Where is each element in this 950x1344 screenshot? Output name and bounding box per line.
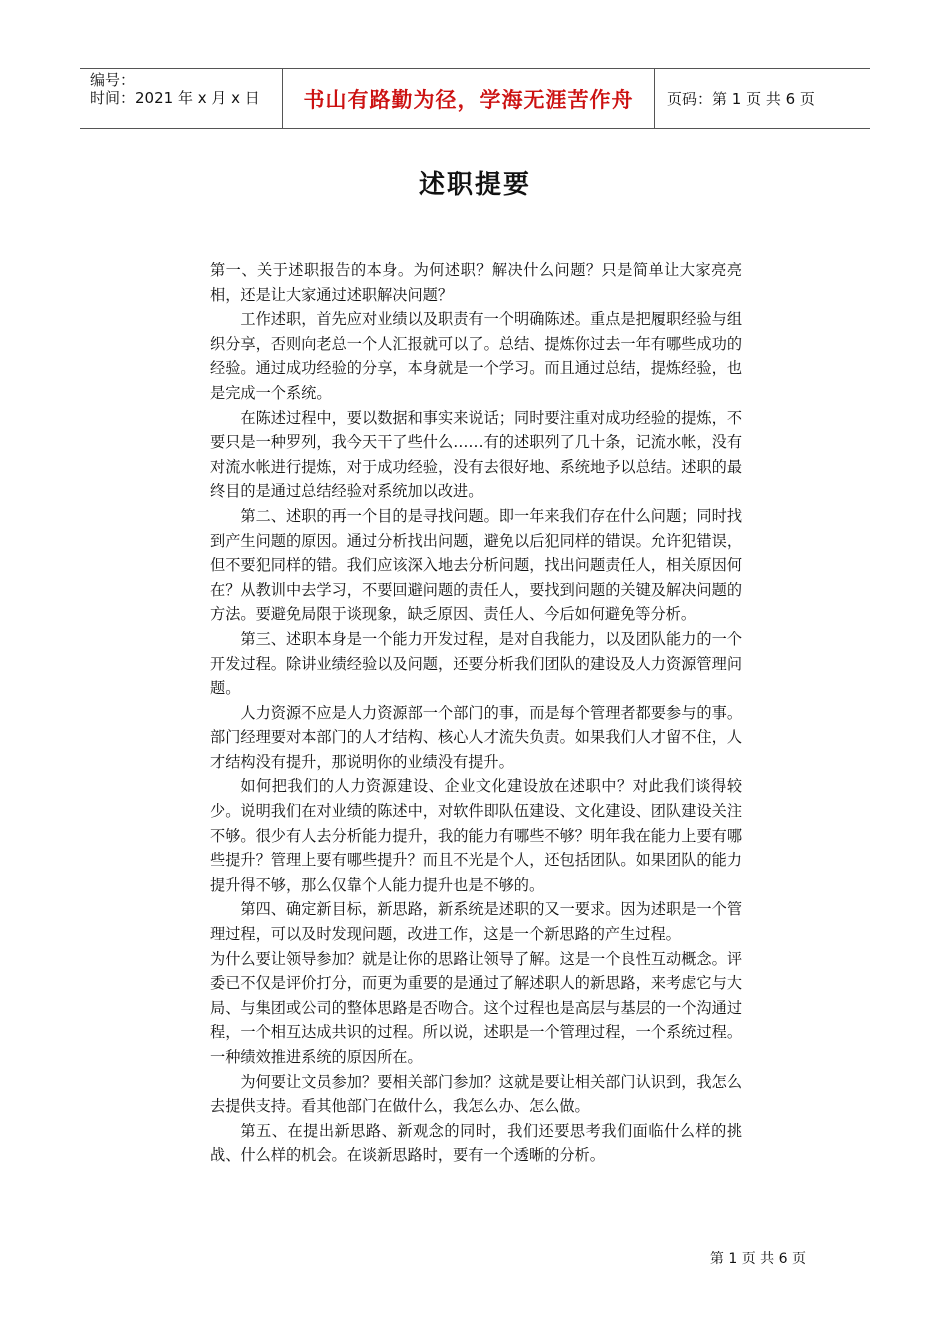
paragraph: 为什么要让领导参加？就是让你的思路让领导了解。这是一个良性互动概念。评委已不仅是评价打分，而更为重要的是通过了解述职人的新思路，来考虑它与大局、与集团或公司的整体思路是否吻合。这个过程也是高层与基层的一个沟通过程，一个相互达成共识的过程。所以说，述职是一个管理过程，一个系统过程。一种绩效推进系统的原因所在。 bbox=[210, 949, 742, 1066]
document-body bbox=[210, 258, 742, 1168]
motto-text: 书山有路勤为径，学海无涯苦作舟 bbox=[303, 87, 634, 112]
paragraph: 人力资源不应是人力资源部一个部门的事，而是每个管理者都要参与的事。部门经理要对本部门的人才结构、核心人才流失负责。如果我们人才留不住，人才结构没有提升，那说明你的业绩没有提升。 bbox=[210, 703, 742, 771]
header-page-cell bbox=[655, 69, 870, 128]
paragraph: 第二、述职的再一个目的是寻找问题。即一年来我们存在什么问题；同时找到产生问题的原因。通过分析找出问题，避免以后犯同样的错误。允许犯错误，但不要犯同样的错。我们应该深入地去分析问题，找出问题责任人，相关原因何在？从教训中去学习，不要回避问题的责任人，要找到问题的关键及解决问题的方法。要避免局限于谈现象，缺乏原因、责任人、今后如何避免等分析。 bbox=[210, 506, 742, 624]
header-motto-cell bbox=[282, 69, 655, 128]
header-page-info: 页码：第 1 页 共 6 页 bbox=[667, 90, 815, 108]
header-meta bbox=[80, 69, 282, 128]
paragraph: 如何把我们的人力资源建设、企业文化建设放在述职中？对此我们谈得较少。说明我们在对业绩的陈述中，对软件即队伍建设、文化建设、团队建设关注不够。很少有人去分析能力提升，我的能力有哪些不够？明年我在能力上要有哪些提升？管理上要有哪些提升？而且不光是个人，还包括团队。如果团队的能力提升得不够，那么仅靠个人能力提升也是不够的。 bbox=[210, 777, 742, 894]
paragraph: 在陈述过程中，要以数据和事实来说话；同时要注重对成功经验的提炼，不要只是一种罗列，我今天干了些什么……有的述职列了几十条，记流水帐，没有对流水帐进行提炼，对于成功经验，没有去很好地、系统地予以总结。述职的最终目的是通过总结经验对系统加以改进。 bbox=[210, 408, 742, 501]
page-footer: 第 1 页 共 6 页 bbox=[709, 1251, 806, 1267]
paragraph: 第一、关于述职报告的本身。为何述职？解决什么问题？只是简单让大家亮亮相，还是让大家通过述职解决问题？ bbox=[210, 261, 742, 304]
paragraph: 第四、确定新目标，新思路，新系统是述职的又一要求。因为述职是一个管理过程，可以及时发现问题，改进工作，这是一个新思路的产生过程。 bbox=[210, 900, 742, 944]
paragraph: 工作述职，首先应对业绩以及职责有一个明确陈述。重点是把履职经验与组织分享，否则向老总一个人汇报就可以了。总结、提炼你过去一年有哪些成功的经验。通过成功经验的分享，本身就是一个学习。而且通过总结，提炼经验，也是完成一个系统。 bbox=[210, 310, 742, 402]
number-label: 编号： bbox=[90, 71, 136, 89]
time-label: 时间：2021 年 x 月 x 日 bbox=[90, 89, 260, 107]
paragraph: 为何要让文员参加？要相关部门参加？这就是要让相关部门认识到，我怎么去提供支持。看其他部门在做什么，我怎么办、怎么做。 bbox=[210, 1072, 742, 1116]
document-title: 述职提要 bbox=[418, 170, 531, 200]
paragraph: 第五、在提出新思路、新观念的同时，我们还要思考我们面临什么样的挑战、什么样的机会。在谈新思路时，要有一个透晰的分析。 bbox=[210, 1121, 742, 1165]
paragraph: 第三、述职本身是一个能力开发过程，是对自我能力，以及团队能力的一个开发过程。除讲业绩经验以及问题，还要分析我们团队的建设及人力资源管理问题。 bbox=[210, 629, 742, 698]
page-header bbox=[80, 68, 870, 129]
